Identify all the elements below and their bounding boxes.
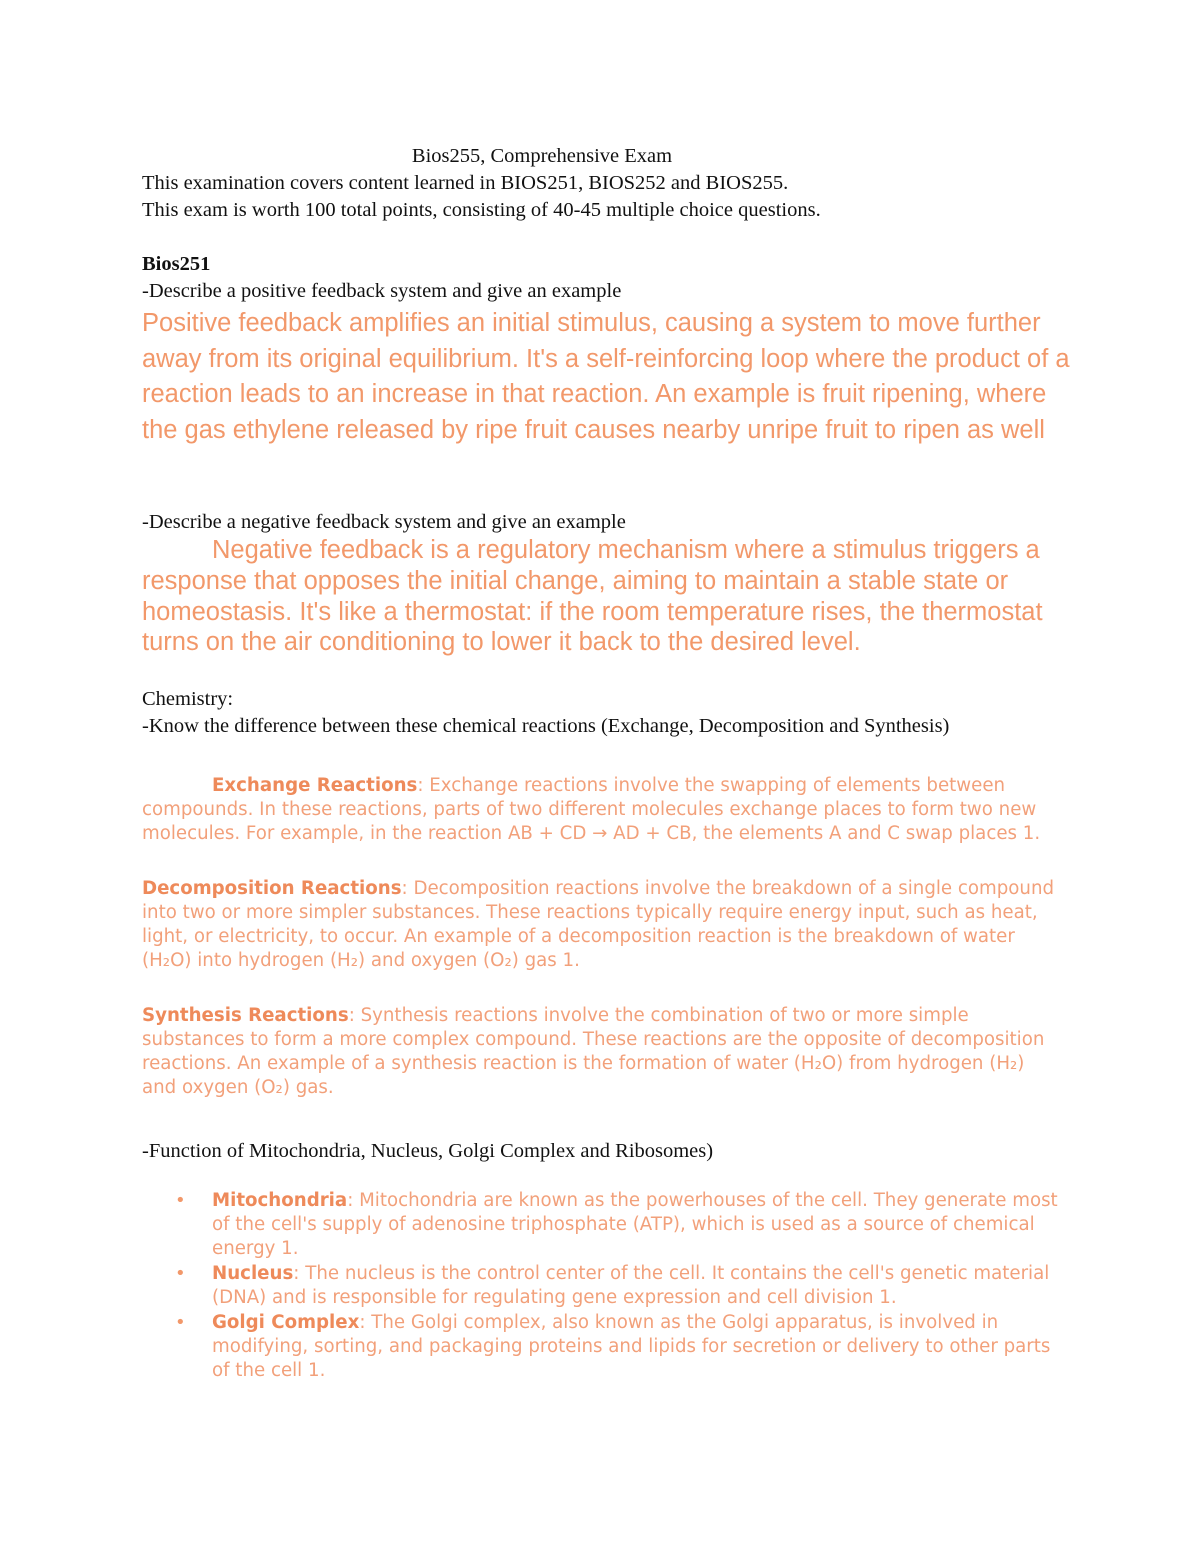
answer-synthesis-reactions (142, 1004, 1062, 1100)
list-item-mitochondria (142, 1189, 1062, 1261)
intro-line-coverage: This examination covers content learned in BIOS251, BIOS252 and BIOS255. (142, 172, 789, 194)
term-synthesis-reactions: Synthesis Reactions (142, 1005, 349, 1026)
term-decomposition-reactions: Decomposition Reactions (142, 878, 402, 899)
text-nucleus: : The nucleus is the control center of the cell. It contains the cell's genetic material (DNA) and is responsible for regulating gene expression and cell division 1. (212, 1263, 1050, 1308)
question-positive-feedback: -Describe a positive feedback system and give an example (142, 280, 622, 302)
answer-exchange-reactions (142, 774, 1062, 846)
text-golgi-complex: : The Golgi complex, also known as the Golgi apparatus, is involved in modifying, sorting, and packaging proteins and lipids for secretion or delivery to other parts of the cell 1. (212, 1312, 1051, 1381)
text-mitochondria: : Mitochondria are known as the powerhouses of the cell. They generate most of the cell's supply of adenosine triphosphate (ATP), which is used as a source of chemical energy 1. (212, 1190, 1058, 1259)
bullet-icon: • (175, 1263, 186, 1284)
term-mitochondria: Mitochondria (212, 1190, 348, 1211)
document-header (142, 143, 1062, 224)
term-golgi-complex: Golgi Complex (212, 1312, 360, 1333)
intro-line-points: This exam is worth 100 total points, consisting of 40-45 multiple choice questions. (142, 199, 821, 221)
bullet-icon: • (175, 1190, 186, 1211)
text-synthesis-reactions: : Synthesis reactions involve the combination of two or more simple substances to form a more complex compound. These reactions are the opposite of decomposition reactions. An example of a synthesis reaction is the formation of water (H₂O) from hydrogen (H₂) and oxygen (O₂) gas. (142, 1005, 1045, 1098)
question-organelle-functions: -Function of Mitochondria, Nucleus, Golgi Complex and Ribosomes) (142, 1140, 714, 1162)
list-item-nucleus (142, 1262, 1062, 1310)
organelle-list (142, 1189, 1062, 1384)
answer-positive-feedback: Positive feedback amplifies an initial stimulus, causing a system to move further away from its original equilibrium. It's a self-reinforcing loop where the product of a reaction leads to an increase in that reaction. An example is fruit ripening, where the gas ethylene released by ripe fruit causes nearby unripe fruit to ripen as well (142, 309, 1070, 444)
list-item-golgi-complex (142, 1311, 1062, 1383)
question-chemical-reactions: -Know the difference between these chemical reactions (Exchange, Decomposition and Synthesis) (142, 715, 950, 737)
chemistry-label: Chemistry: (142, 688, 234, 710)
text-decomposition-reactions: : Decomposition reactions involve the breakdown of a single compound into two or more simpler substances. These reactions typically require energy input, such as heat, light, or electricity, to occur. An example of a decomposition reaction is the breakdown of water (H₂O) into hydrogen (H₂) and oxygen (O₂) gas 1. (142, 878, 1055, 971)
section-heading-bios251: Bios251 (142, 253, 211, 275)
bullet-icon: • (175, 1312, 186, 1333)
term-nucleus: Nucleus (212, 1263, 294, 1284)
answer-negative-feedback: Negative feedback is a regulatory mechanism where a stimulus triggers a response that opposes the initial change, aiming to maintain a stable state or homeostasis. It's like a thermostat: if the room temperature rises, the thermostat turns on the air conditioning to lower it back to the desired level. (142, 536, 1043, 657)
term-exchange-reactions: Exchange Reactions (212, 775, 418, 796)
text-exchange-reactions: : Exchange reactions involve the swapping of elements between compounds. In these reactions, parts of two different molecules exchange places to form two new molecules. For example, in the reaction AB + CD → AD + CB, the elements A and C swap places 1. (142, 775, 1041, 844)
document-title: Bios255, Comprehensive Exam (411, 145, 673, 167)
question-negative-feedback: -Describe a negative feedback system and give an example (142, 511, 626, 533)
answer-decomposition-reactions (142, 877, 1062, 973)
